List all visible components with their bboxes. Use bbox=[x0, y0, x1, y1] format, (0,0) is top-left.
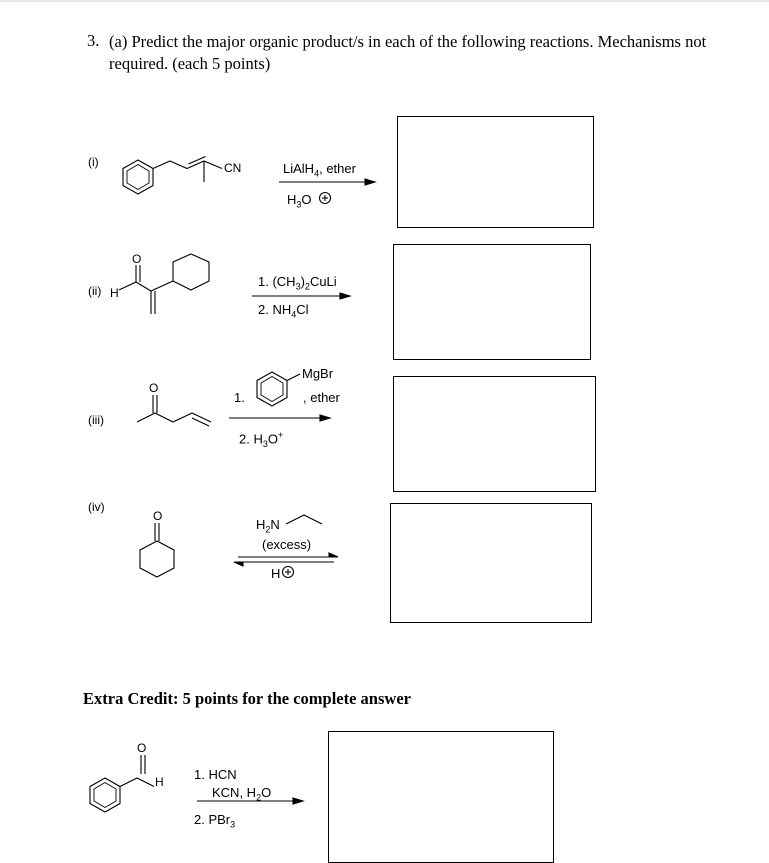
alkyl-chain bbox=[153, 161, 222, 169]
reagent-iii-mgbr: MgBr bbox=[302, 366, 334, 381]
aldehyde-o-label: O bbox=[137, 741, 147, 755]
aldehyde-h-label: H bbox=[110, 286, 119, 300]
answer-box-extra-credit[interactable] bbox=[328, 731, 554, 863]
reaction-label-iv: (iv) bbox=[88, 500, 105, 514]
reagent-ii-line1: 1. $(CH_3)_2CuLi$ bbox=[258, 274, 337, 292]
cyclohexane-ring bbox=[140, 541, 174, 577]
question-number: 3. bbox=[87, 31, 100, 50]
extra-credit-reagent-2: 2. PBr$_3$ bbox=[194, 812, 236, 830]
reactant-ii-structure bbox=[105, 252, 217, 322]
reagent-iii-solvent: , ether bbox=[303, 390, 340, 405]
answer-box-ii[interactable] bbox=[393, 244, 591, 360]
cyclohexane-ring bbox=[173, 254, 209, 290]
reagent-iv-excess: (excess) bbox=[262, 537, 312, 552]
reaction-label-ii: (ii) bbox=[88, 284, 102, 298]
reaction-label-i: (i) bbox=[88, 155, 99, 169]
answer-box-iii[interactable] bbox=[393, 376, 596, 492]
reagent-i-line1: LiAlH$_4$, ether bbox=[283, 161, 356, 179]
question-text: (a) Predict the major organic product/s in each of the following reactions. Mechanisms not required. (each 5 points) bbox=[109, 32, 707, 73]
reagent-iii-step1: 1. bbox=[234, 390, 245, 405]
reagent-i-line2: $H_3O$ bbox=[287, 192, 312, 210]
benzene-ring bbox=[90, 778, 120, 812]
reactant-i-structure bbox=[112, 150, 262, 205]
answer-box-iv[interactable] bbox=[390, 503, 592, 623]
answer-box-i[interactable] bbox=[397, 116, 594, 228]
reagent-ii-line2: 2. $NH_4Cl$ bbox=[258, 302, 309, 320]
extra-credit-reagent-1: 1. HCN bbox=[194, 767, 237, 782]
double-bond-line bbox=[189, 157, 206, 165]
aldehyde-h-label: H bbox=[155, 775, 164, 789]
reagent-iv-acid: H bbox=[271, 566, 281, 581]
extra-credit-heading: Extra Credit: 5 points for the complete answer bbox=[83, 689, 411, 708]
arrow-i bbox=[277, 176, 377, 188]
extra-credit-reagent-1b: KCN, $H_2O$ bbox=[212, 785, 272, 803]
ethyl-chain-structure bbox=[282, 510, 327, 530]
top-divider bbox=[0, 0, 769, 2]
benzene-ring bbox=[257, 372, 287, 406]
nitrile-label: CN bbox=[224, 161, 242, 175]
carbonyl-o-label: O bbox=[132, 252, 142, 266]
reagent-iii-step2: 2. $H_3O^+$ bbox=[239, 430, 284, 449]
reaction-label-iii: (iii) bbox=[88, 413, 104, 427]
ketone-o-label: O bbox=[149, 381, 159, 395]
reactant-iii-structure bbox=[135, 380, 220, 430]
arrow-iii bbox=[227, 412, 332, 424]
benzene-ring bbox=[123, 160, 153, 194]
ketone-o-label: O bbox=[153, 509, 163, 523]
plus-charge-icon bbox=[281, 565, 295, 579]
reactant-iv-structure bbox=[140, 508, 190, 580]
plus-charge-icon bbox=[318, 191, 332, 205]
arrow-extra-credit bbox=[195, 795, 305, 807]
reagent-iv-amine: $H_2N$ bbox=[256, 517, 280, 535]
extra-credit-reactant-structure bbox=[85, 740, 175, 815]
arrow-ii bbox=[250, 290, 352, 302]
